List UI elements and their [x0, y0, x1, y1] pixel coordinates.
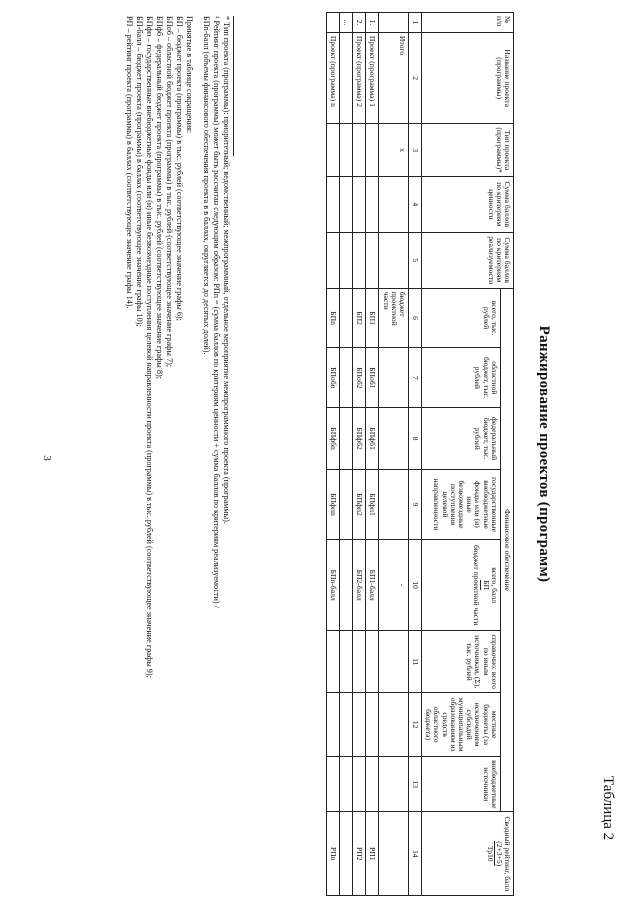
cell-regional: БПобn [326, 348, 339, 408]
cell-num: 2. [353, 13, 366, 33]
col-header-value-score: Сумма баллов по критериям ценности [422, 176, 514, 232]
cell-other-sources [366, 631, 379, 693]
table-row-total [379, 13, 409, 896]
cell-feasibility-score [326, 232, 339, 288]
abbreviations-title: Принятые в таблице сокращения: [185, 16, 194, 134]
table-row [353, 13, 366, 896]
cell-type [366, 124, 379, 177]
footnote: БПn-балл (объемы финансового обеспечения проекта в в баллах, округляется до десятых долей). [202, 16, 211, 355]
total-score-formula-bottom: бюджет проектной части [472, 544, 482, 626]
table-label: Таблица 2 [600, 776, 616, 841]
table-row [326, 13, 339, 896]
cell-state-funds [339, 470, 352, 540]
col-number: 4 [408, 176, 421, 232]
cell-type [326, 124, 339, 177]
cell-local-budgets [379, 693, 409, 757]
cell-state-funds: БПфпn [326, 470, 339, 540]
cell-value-score [339, 176, 352, 232]
col-number: 5 [408, 232, 421, 288]
cell-other-sources [339, 631, 352, 693]
cell-regional: БПоб2 [353, 348, 366, 408]
abbreviation-item: БПфп – государственные внебюджетные фонды или (и) иные безвозмездные поступления целевой направленности проекта (программы) в тыс. рублей (соответствующее значение графы 9); [145, 16, 154, 678]
cell-num: ... [339, 13, 352, 33]
cell-federal [379, 408, 409, 470]
cell-federal [339, 408, 352, 470]
col-number: 9 [408, 470, 421, 540]
col-header-financing-group: Финансовое обеспечение [500, 288, 513, 812]
cell-total: БП2 [353, 288, 366, 348]
cell-num: 1. [366, 13, 379, 33]
col-number: 1 [408, 13, 421, 33]
table-row [366, 13, 379, 896]
cell-name: Проект (программа) n [326, 32, 339, 123]
cell-total-score: БП1-балл [366, 539, 379, 630]
cell-regional [339, 348, 352, 408]
col-number: 7 [408, 348, 421, 408]
rating-formula-top: (2+3+5) [494, 841, 504, 867]
cell-value-score [353, 176, 366, 232]
col-header-extrabudgetary: внебюджетные источники [422, 757, 501, 812]
cell-extrabudgetary [353, 757, 366, 812]
abbreviation-item: БП – бюджет проекта (программы) в тыс. рублей (соответствующее значение графы 6); [175, 16, 184, 321]
cell-name: Проект (программа) 2 [353, 32, 366, 123]
cell-extrabudgetary [326, 757, 339, 812]
abbreviation-item: БПфб – федеральный бюджет проекта (программы) в тыс. рублей (соответствующее значение графы 8); [155, 16, 164, 379]
ranking-table [326, 12, 514, 896]
cell-regional: БПоб1 [366, 348, 379, 408]
col-header-feasibility-score: Сумма баллов по критериям реализуемости [422, 232, 514, 288]
cell-total: БПn [326, 288, 339, 348]
cell-federal: БПфбn [326, 408, 339, 470]
document-sheet [18, 4, 638, 904]
cell-feasibility-score [353, 232, 366, 288]
footnote-divider [233, 16, 234, 156]
col-header-local-budgets: местные бюджеты (за исключением субсидий муниципальным образованиям из средств областного бюджета) [422, 693, 501, 757]
cell-feasibility-score [339, 232, 352, 288]
col-number: 10 [408, 539, 421, 630]
col-header-state-funds: государственные внебюджетные фонды или (и) иные безвозмездные поступления целевой направленности [422, 470, 501, 540]
col-number: 6 [408, 288, 421, 348]
cell-total: бюджет проектной части [379, 288, 409, 348]
footnotes-block [124, 16, 234, 896]
cell-state-funds: БПфп1 [366, 470, 379, 540]
cell-local-budgets [366, 693, 379, 757]
col-header-rating [422, 812, 514, 896]
cell-total-score [339, 539, 352, 630]
page-number: 3 [40, 455, 53, 461]
footnote: * Тип проекта (программы): приоритетный; ведомственный; межпрограммный, отдельное мероприятие межпрограммного проекта (программы). [222, 16, 231, 524]
col-header-regional: областной бюджет, тыс. рублей [422, 348, 501, 408]
cell-extrabudgetary [339, 757, 352, 812]
cell-rating: РП1 [366, 812, 379, 896]
cell-type: x [379, 124, 409, 177]
cell-total [339, 288, 352, 348]
footnote: ¹ Рейтинг проекта (программы) может быть рассчитан следующим образом: РПn = (сумма баллов по критериям ценности + сумма баллов по критериям реализуемости) / [212, 16, 221, 608]
col-header-total: всего, тыс. рублей [422, 288, 501, 348]
cell-federal: БПфб2 [353, 408, 366, 470]
cell-rating [379, 812, 409, 896]
cell-type [353, 124, 366, 177]
cell-name: Проект (программа) 1 [366, 32, 379, 123]
col-header-federal: федеральный бюджет, тыс. рублей [422, 408, 501, 470]
cell-other-sources [326, 631, 339, 693]
table-row-ellipsis [339, 13, 352, 896]
total-score-formula-top: БП [481, 580, 491, 591]
cell-federal: БПфб1 [366, 408, 379, 470]
cell-name [339, 32, 352, 123]
col-header-name: Название проекта (программы) [422, 32, 514, 123]
cell-value-score [379, 176, 409, 232]
rating-label: Сводный рейтинг, балл [503, 816, 512, 892]
cell-other-sources [353, 631, 366, 693]
rating-formula-bottom: Тр10 [485, 845, 495, 862]
col-header-total-score [422, 539, 501, 630]
abbreviation-item: БП-балл – бюджет проекта (программы) в баллах (соответствующее значение графы 10); [135, 16, 144, 327]
col-number: 3 [408, 124, 421, 177]
col-header-num: № п/п [422, 13, 514, 33]
col-number: 13 [408, 757, 421, 812]
cell-value-score [366, 176, 379, 232]
abbreviation-item: БПоб – областной бюджет проекта (программы) в тыс. рублей (соответствующее значение графы 7); [165, 16, 174, 368]
cell-local-budgets [353, 693, 366, 757]
cell-total-score: БПn-балл [326, 539, 339, 630]
col-number: 12 [408, 693, 421, 757]
abbreviation-item: РП – рейтинг проекта (программы) в баллах (соответствующее значение графы 14). [125, 16, 134, 309]
cell-rating: РПn [326, 812, 339, 896]
cell-regional [379, 348, 409, 408]
cell-extrabudgetary [366, 757, 379, 812]
cell-value-score [326, 176, 339, 232]
cell-total-score: - [379, 539, 409, 630]
page-title: Ранжирование проектов (программ) [536, 325, 552, 583]
cell-total: БП1 [366, 288, 379, 348]
cell-state-funds: БПфп2 [353, 470, 366, 540]
cell-rating: РП2 [353, 812, 366, 896]
cell-total-score: БП2-балл [353, 539, 366, 630]
col-number: 11 [408, 631, 421, 693]
cell-local-budgets [326, 693, 339, 757]
cell-num [326, 13, 339, 33]
header-row-1 [500, 13, 513, 896]
total-score-label: всего, балл [489, 567, 499, 604]
cell-extrabudgetary [379, 757, 409, 812]
col-number: 8 [408, 408, 421, 470]
col-number: 2 [408, 32, 421, 123]
column-number-row [408, 13, 421, 896]
cell-name: Итого [379, 32, 409, 123]
col-header-other-sources: справочно: всего по иным источникам, (Σ), тыс. рублей [422, 631, 501, 693]
cell-state-funds [379, 470, 409, 540]
col-header-type: Тип проекта (программы)* [422, 124, 514, 177]
col-number: 14 [408, 812, 421, 896]
cell-num [379, 13, 409, 33]
cell-type [339, 124, 352, 177]
cell-local-budgets [339, 693, 352, 757]
cell-feasibility-score [366, 232, 379, 288]
cell-rating [339, 812, 352, 896]
cell-feasibility-score [379, 232, 409, 288]
cell-other-sources [379, 631, 409, 693]
